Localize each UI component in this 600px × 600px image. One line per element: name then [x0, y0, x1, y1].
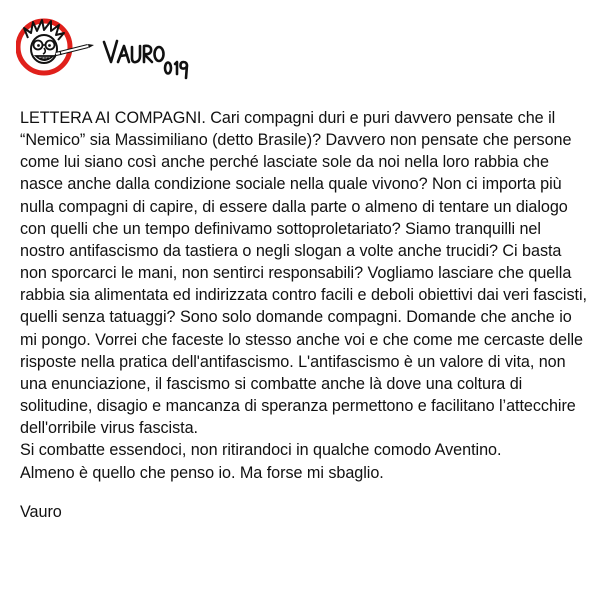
- vauro-caricature-icon: [16, 14, 96, 80]
- header: [16, 14, 196, 84]
- letter-signoff: Vauro: [20, 502, 62, 521]
- letter-text: [20, 107, 588, 523]
- letter-closing-line-2: Almeno è quello che penso io. Ma forse mi sbaglio.: [20, 463, 384, 482]
- vauro-signature: [102, 38, 192, 82]
- letter-closing-line-1: Si combatte essendoci, non ritirandoci in qualche comodo Aventino.: [20, 441, 502, 460]
- letter-body: LETTERA AI COMPAGNI. Cari compagni duri e puri davvero pensate che il “Nemico” sia Massimiliano (detto Brasile)? Davvero non pensate che persone come lui siano così anche perché lasciate sole da noi nella loro rabbia che nasce anche dalla condizione sociale nella quale vivono? Non ci importa più nulla compagni di capire, di essere dalla parte o almeno di tentare un dialogo con quelli che un tempo definivamo sottoproletariato? Siamo tranquilli nel nostro antifascismo da tastiera o negli slogan a volte anche trucidi? Ci basta non sporcarci le mani, non sentirci responsabili? Vogliamo lasciare che quella rabbia sia alimentata ed indirizzata contro facili e deboli obiettivi dai veri fascisti, quelli senza tatuaggi? Sono solo domande compagni. Domande che anche io mi pongo. Vorrei che faceste lo stesso anche voi e che come me cercaste delle risposte nella pratica dell'antifascismo. L'antifascismo è un valore di vita, non una enunciazione, il fascismo si combatte anche là dove una coltura di solitudine, disagio e mancanza di speranza permettono e facilitano l’attecchire dell'orribile virus fascista.: [20, 109, 587, 438]
